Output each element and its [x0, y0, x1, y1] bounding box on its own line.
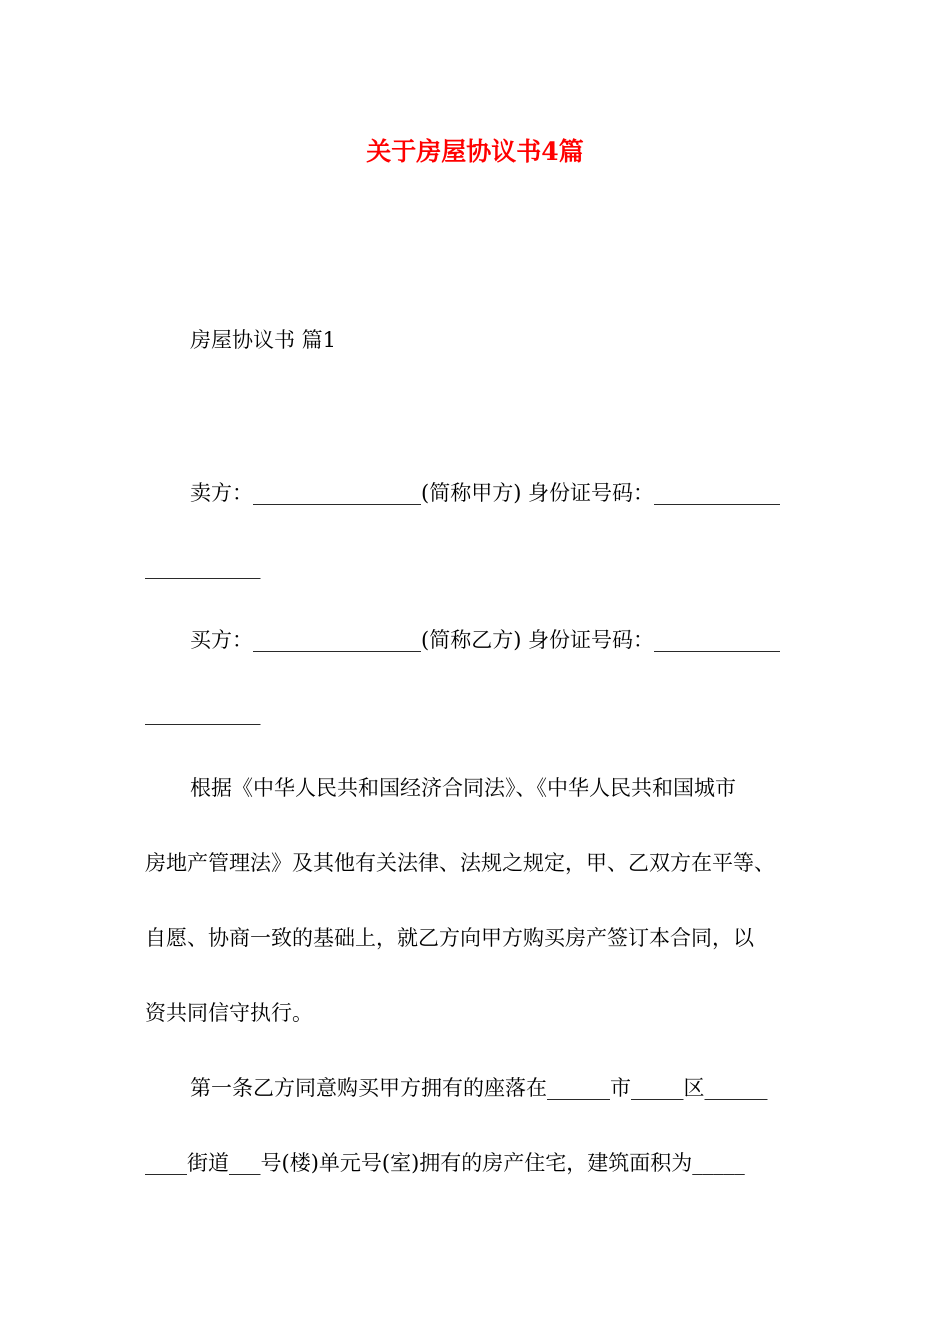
seller-line-continuation: ___________ [145, 555, 261, 579]
paragraph-line: 自愿、协商一致的基础上，就乙方向甲方购买房产签订本合同，以 [145, 926, 754, 950]
paragraph-line: 根据《中华人民共和国经济合同法》、《中华人民共和国城市 [190, 776, 736, 800]
paragraph-line: 房地产管理法》及其他有关法律、法规之规定，甲、乙双方在平等、 [145, 851, 775, 875]
article-one-line-continuation: ____街道___号(楼)单元号(室)拥有的房产住宅，建筑面积为_____ [145, 1151, 745, 1175]
document-title: 关于房屋协议书4篇 [366, 137, 584, 166]
section-heading: 房屋协议书 篇1 [190, 328, 337, 352]
seller-line: 卖方：________________(简称甲方) 身份证号码：____________ [190, 481, 781, 505]
buyer-line-continuation: ___________ [145, 701, 261, 725]
paragraph-line: 资共同信守执行。 [145, 1001, 313, 1025]
buyer-line: 买方：________________(简称乙方) 身份证号码：____________ [190, 628, 781, 652]
article-one-line: 第一条乙方同意购买甲方拥有的座落在______市_____区______ [190, 1076, 768, 1100]
